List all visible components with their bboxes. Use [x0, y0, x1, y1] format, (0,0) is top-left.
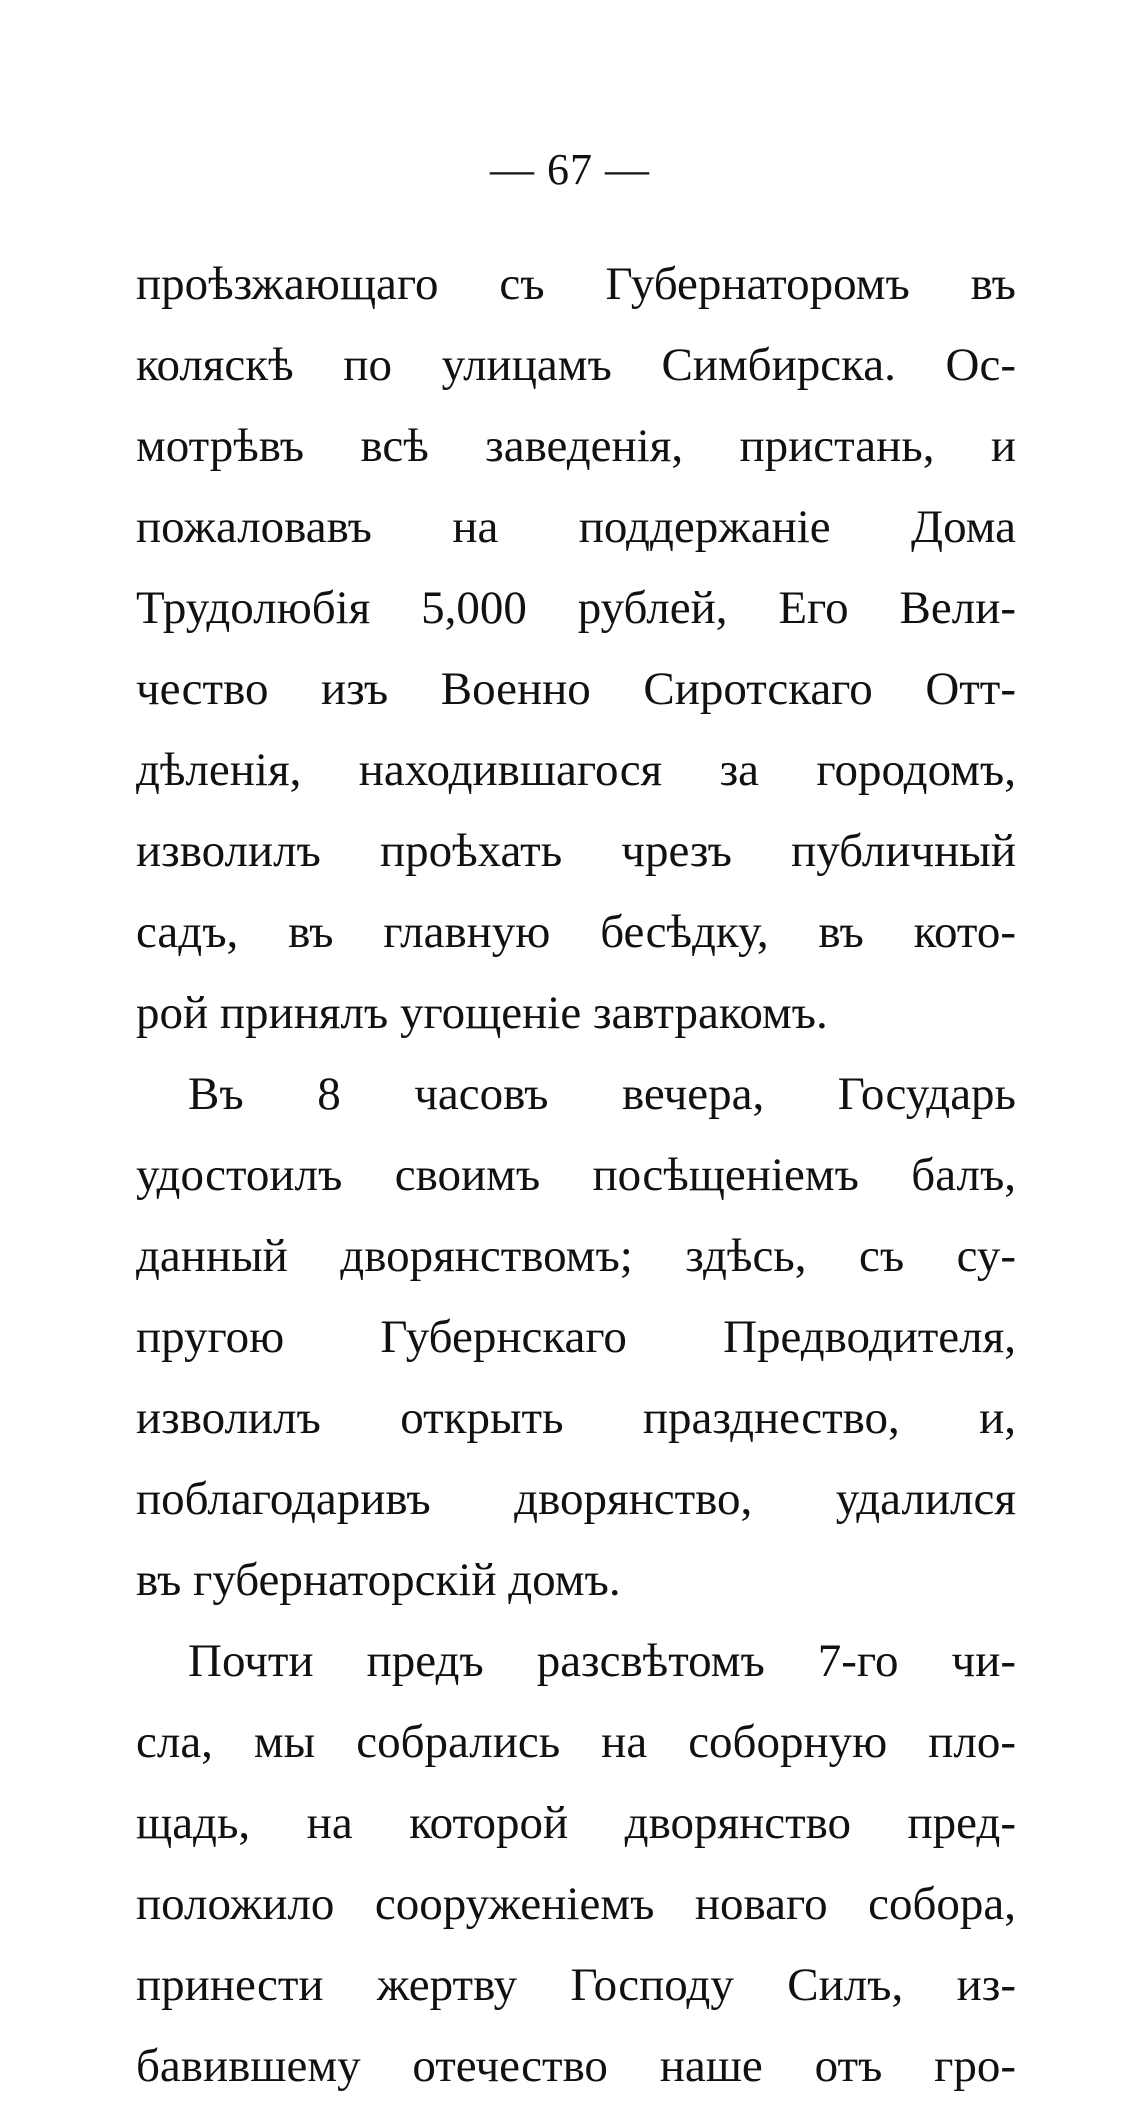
text-line: Трудолюбія 5,000 рублей, Его Вели-	[136, 582, 1016, 634]
text-line: данный дворянствомъ; здѣсь, съ су-	[136, 1230, 1016, 1282]
text-line: чество изъ Военно Сиротскаго Отт-	[136, 663, 1016, 715]
text-line: изволилъ открыть празднество, и,	[136, 1392, 1016, 1444]
page-number: — 67 —	[490, 145, 650, 194]
paragraph-2	[136, 1054, 1016, 1621]
text-line: положило сооруженіемъ новаго собора,	[136, 1878, 1016, 1930]
text-line: садъ, въ главную бесѣдку, въ кото-	[136, 906, 1016, 958]
text-line: дѣленія, находившагося за городомъ,	[136, 744, 1016, 796]
text-line: изволилъ проѣхать чрезъ публичный	[136, 825, 1016, 877]
text-line: проѣзжающаго съ Губернаторомъ въ	[136, 258, 1016, 310]
paragraph-1	[136, 244, 1016, 1054]
text-line: Въ 8 часовъ вечера, Государь	[188, 1068, 1016, 1120]
text-line: пругою Губернскаго Предводителя,	[136, 1311, 1016, 1363]
text-line: въ губернаторскій домъ.	[136, 1554, 621, 1606]
text-line: мотрѣвъ всѣ заведенія, пристань, и	[136, 420, 1016, 472]
text-line: поблагодаривъ дворянство, удалился	[136, 1473, 1016, 1525]
text-line: коляскѣ по улицамъ Симбирска. Ос-	[136, 339, 1016, 391]
text-line: рой принялъ угощеніе завтракомъ.	[136, 987, 828, 1039]
paragraph-3	[136, 1621, 1016, 2107]
text-line: бавившему отечество наше отъ гро-	[136, 2040, 1016, 2092]
text-line: щадь, на которой дворянство пред-	[136, 1797, 1016, 1849]
text-line: сла, мы собрались на соборную пло-	[136, 1716, 1016, 1768]
text-line: пожаловавъ на поддержаніе Дома	[136, 501, 1016, 553]
body-text	[136, 244, 1016, 2107]
text-line: удостоилъ своимъ посѣщеніемъ балъ,	[136, 1149, 1016, 1201]
text-line: Почти предъ разсвѣтомъ 7-го чи-	[188, 1635, 1016, 1687]
text-line: принести жертву Господу Силъ, из-	[136, 1959, 1016, 2011]
